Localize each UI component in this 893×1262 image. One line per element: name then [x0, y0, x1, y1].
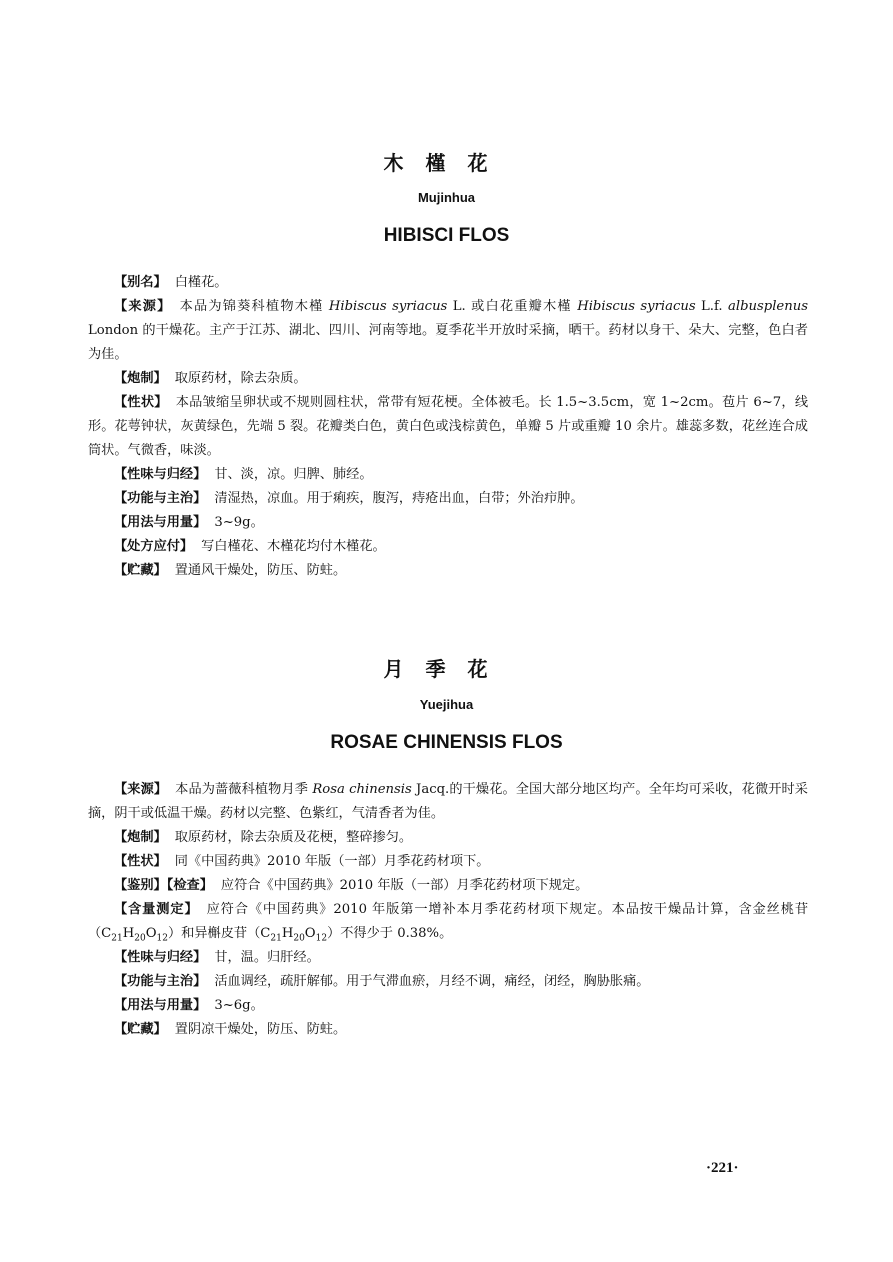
entry-text: H [122, 926, 135, 941]
entry-text: 3~9g。 [214, 515, 264, 530]
entry [88, 850, 808, 874]
section-2-title-pinyin: Yuejihua [419, 697, 474, 712]
entry-text: 活血调经，疏肝解郁。用于气滞血瘀，月经不调，痛经，闭经，胸胁胀痛。 [214, 974, 650, 989]
entry-text: 3~6g。 [214, 998, 264, 1013]
entry-text: 应符合《中国药典》2010 年版（一部）月季花药材项下规定。 [220, 878, 589, 893]
entry-label: 【性状】 [114, 854, 167, 869]
entry-text: 白槿花。 [174, 275, 228, 290]
section-2-title-latin: ROSAE CHINENSIS FLOS [330, 732, 563, 753]
entry-label: 【贮藏】 [114, 1022, 167, 1037]
entry-text: ）和异槲皮苷（C [167, 926, 271, 941]
formula-subscript: 20 [134, 933, 146, 944]
entry-label: 【处方应付】 [114, 539, 194, 554]
entry [88, 559, 808, 583]
entry-label: 【炮制】 [114, 371, 167, 386]
entry [88, 874, 808, 898]
entry-text: O [145, 926, 157, 941]
entry [88, 463, 808, 487]
entry-label: 【别名】 [114, 275, 167, 290]
section-1-entries [88, 271, 808, 583]
section-1-title-cn: 木槿花 [383, 151, 510, 175]
entry [88, 271, 808, 295]
section-2-title-cn: 月季花 [383, 657, 510, 681]
entry-label: 【功能与主治】 [114, 974, 207, 989]
entry-label: 【性状】 [114, 395, 168, 410]
entry-label: 【功能与主治】 [114, 491, 207, 506]
entry-text: 甘，温。归肝经。 [214, 950, 320, 965]
latin-name: albusplenus [727, 299, 808, 314]
entry-text: 本品皱缩呈卵状或不规则圆柱状，常带有短花梗。全体被毛。长 1.5~3.5cm，宽 1~2cm。苞片 6~7，线形。花萼钟状，灰黄绿色，先端 5 裂。花瓣类白色，黄白色或浅棕黄色，单瓣 5 片或重瓣 10 余片。雄蕊多数，花丝连合成筒状。气微香，味淡。 [88, 395, 809, 458]
entry-label: 【来源】 [114, 299, 172, 314]
entry [88, 778, 808, 826]
entry-text: 清湿热，凉血。用于痢疾，腹泻，痔疮出血，白带；外治疖肿。 [214, 491, 584, 506]
entry [88, 898, 808, 946]
entry-text: L. 或白花重瓣木槿 [447, 299, 578, 314]
entry-text: 应符合《中国药典》2010 年版第一增补本月季花药材项下规定。本品按干燥品计算，含金丝桃苷（C [88, 902, 809, 941]
latin-name: Rosa chinensis [312, 782, 412, 797]
page-number: ·221· [706, 1160, 739, 1176]
entry [88, 1018, 808, 1042]
entry-text: 本品为蔷薇科植物月季 [175, 782, 313, 797]
entry-text: 同《中国药典》2010 年版（一部）月季花药材项下。 [174, 854, 490, 869]
entry [88, 535, 808, 559]
entry-label: 【来源】 [114, 782, 168, 797]
formula-subscript: 21 [270, 933, 282, 944]
entry [88, 511, 808, 535]
entry-text: H [281, 926, 294, 941]
entry [88, 295, 808, 367]
entry-text: London 的干燥花。主产于江苏、湖北、四川、河南等地。夏季花半开放时采摘，晒干。药材以身干、朵大、完整，色白者为佳。 [88, 323, 808, 362]
entry-text: 写白槿花、木槿花均付木槿花。 [201, 539, 386, 554]
entry [88, 826, 808, 850]
entry [88, 994, 808, 1018]
entry-text: O [304, 926, 316, 941]
entry-label: 【用法与用量】 [114, 515, 207, 530]
entry-label: 【炮制】 [114, 830, 167, 845]
entry [88, 946, 808, 970]
entry-label: 【鉴别】【检查】 [114, 878, 213, 893]
entry-label: 【性味与归经】 [114, 467, 207, 482]
entry-text: 取原药材，除去杂质。 [174, 371, 307, 386]
entry-text: Jacq.的干燥花。全国大部分地区均产。全年均可采收，花微开时采摘，阴干或低温干燥。药材以完整、色紫红，气清香者为佳。 [88, 782, 808, 821]
section-1-title-latin: HIBISCI FLOS [383, 225, 510, 246]
entry [88, 487, 808, 511]
entry [88, 391, 808, 463]
entry-label: 【用法与用量】 [114, 998, 207, 1013]
entry-label: 【贮藏】 [114, 563, 167, 578]
formula-subscript: 12 [156, 933, 168, 944]
latin-name: Hibiscus syriacus [577, 299, 696, 314]
entry-text: ）不得少于 0.38%。 [327, 926, 453, 941]
formula-subscript: 21 [111, 933, 123, 944]
entry-label: 【性味与归经】 [114, 950, 207, 965]
entry-text: 甘、淡，凉。归脾、肺经。 [214, 467, 373, 482]
entry-text: L.f. [695, 299, 728, 314]
section-2-entries [88, 778, 808, 1042]
latin-name: Hibiscus syriacus [328, 299, 448, 314]
entry [88, 367, 808, 391]
entry-text: 本品为锦葵科植物木槿 [179, 299, 329, 314]
formula-subscript: 20 [293, 933, 305, 944]
entry-text: 置通风干燥处，防压、防蛀。 [174, 563, 347, 578]
entry-text: 置阴凉干燥处，防压、防蛀。 [174, 1022, 347, 1037]
entry-text: 取原药材，除去杂质及花梗，整碎掺匀。 [174, 830, 413, 845]
entry-label: 【含量测定】 [114, 902, 199, 917]
entry [88, 970, 808, 994]
formula-subscript: 12 [315, 933, 328, 944]
section-1-title-pinyin: Mujinhua [417, 190, 476, 205]
